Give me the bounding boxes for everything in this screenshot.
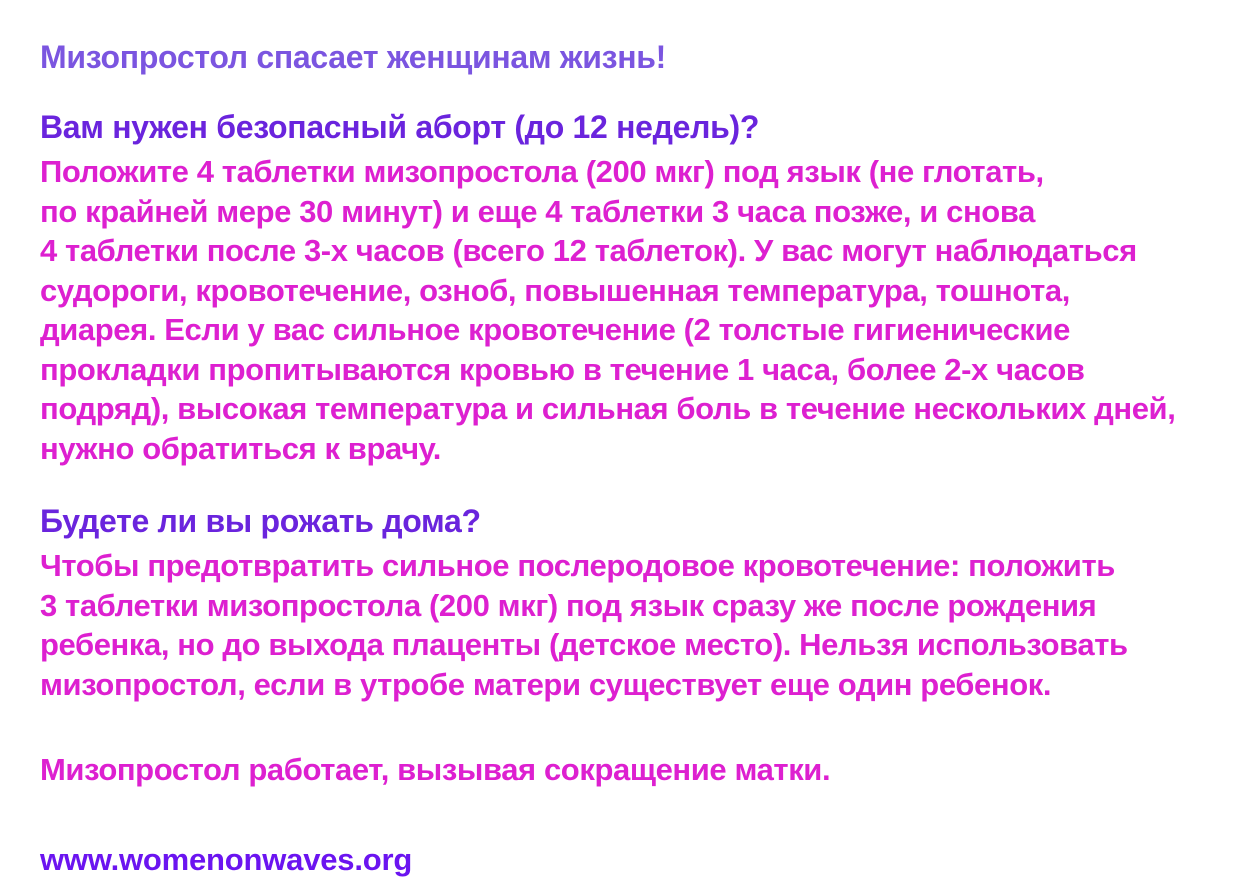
section-birth-heading: Будете ли вы рожать дома? [40, 503, 481, 539]
text-line: прокладки пропитываются кровью в течение 1 часа, более 2-х часов [40, 351, 1085, 387]
main-title: Мизопростол спасает женщинам жизнь! [40, 39, 667, 75]
text-line: нужно обратиться к врачу. [40, 430, 441, 466]
text-line: по крайней мере 30 минут) и еще 4 таблетки 3 часа позже, и снова [40, 193, 1035, 229]
text-line: мизопростол, если в утробе матери существует еще один ребенок. [40, 666, 1052, 702]
text-line: судороги, кровотечение, озноб, повышенная температура, тошнота, [40, 272, 1070, 308]
section-birth-body [40, 546, 1238, 704]
section-abortion-heading: Вам нужен безопасный аборт (до 12 недель)? [40, 109, 760, 145]
text-line: диарея. Если у вас сильное кровотечение (2 толстые гигиенические [40, 312, 1071, 347]
text-line: Чтобы предотвратить сильное послеродовое кровотечение: положить [40, 548, 1115, 583]
text-line: 3 таблетки мизопростола (200 мкг) под язык сразу же после рождения [40, 587, 1097, 623]
text-line: подряд), высокая температура и сильная боль в течение нескольких дней, [40, 391, 1176, 426]
text-line: ребенка, но до выхода плаценты (детское место). Нельзя использовать [40, 627, 1128, 662]
mechanism-note: Мизопростол работает, вызывая сокращение матки. [40, 752, 831, 787]
text-line: 4 таблетки после 3-х часов (всего 12 таблеток). У вас могут наблюдаться [40, 233, 1137, 268]
section-abortion-body [40, 152, 1238, 468]
text-line: Положите 4 таблетки мизопростола (200 мкг) под язык (не глотать, [40, 154, 1044, 189]
website-url: www.womenonwaves.org [40, 841, 413, 877]
